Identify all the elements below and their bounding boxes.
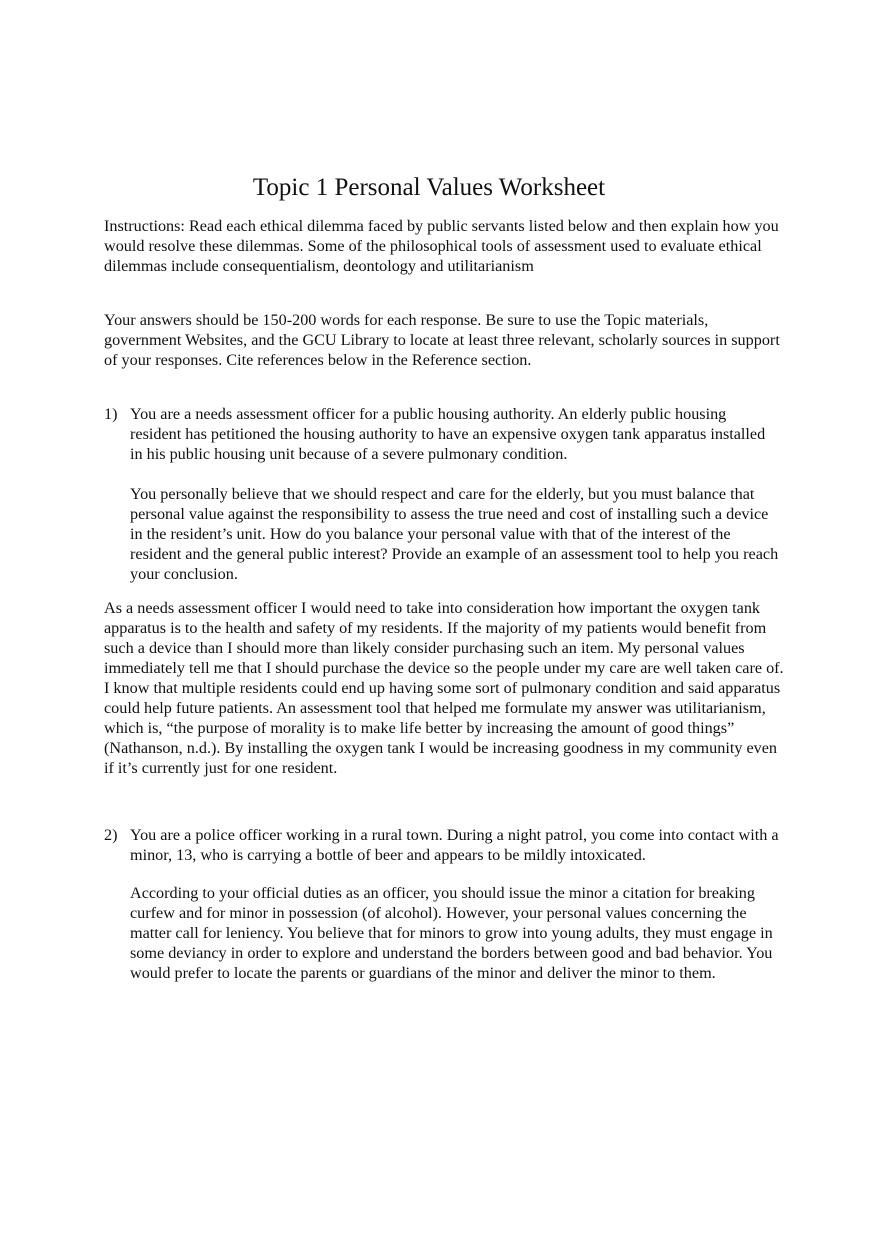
page-title: Topic 1 Personal Values Worksheet bbox=[252, 174, 606, 201]
question-2-prompt: You are a police officer working in a rural town. During a night patrol, you come into contact with a minor, 13, who is carrying a bottle of beer and appears to be mildly intoxicated. bbox=[130, 826, 779, 864]
requirements-paragraph: Your answers should be 150-200 words for each response. Be sure to use the Topic materials, government Websites, and the GCU Library to locate at least three relevant, scholarly sources in support of your responses. Cite references below in the Reference section. bbox=[104, 311, 780, 369]
question-1-number: 1) bbox=[104, 405, 118, 423]
question-1-detail: You personally believe that we should respect and care for the elderly, but you must balance that personal value against the responsibility to assess the true need and cost of installing such a device in the resident’s unit. How do you balance your personal value with that of the interest of the resident and the general public interest? Provide an example of an assessment tool to help you reach your conclusion. bbox=[130, 485, 779, 583]
question-1-answer: As a needs assessment officer I would need to take into consideration how important the oxygen tank apparatus is to the health and safety of my residents. If the majority of my patients would benefit from such a device than I should more than likely consider purchasing such an item. My personal values immediately tell me that I should purchase the device so the people under my care are well taken care of. I know that multiple residents could end up having some sort of pulmonary condition and said apparatus could help future patients. An assessment tool that helped me formulate my answer was utilitarianism, which is, “the purpose of morality is to make life better by increasing the amount of good things” (Nathanson, n.d.). By installing the oxygen tank I would be increasing goodness in my community even if it’s currently just for one resident. bbox=[104, 599, 784, 777]
question-2-number: 2) bbox=[104, 826, 118, 844]
instructions-paragraph: Instructions: Read each ethical dilemma faced by public servants listed below and then explain how you would resolve these dilemmas. Some of the philosophical tools of assessment used to evaluate ethical dilemmas include consequentialism, deontology and utilitarianism bbox=[104, 217, 779, 275]
question-1-prompt: You are a needs assessment officer for a public housing authority. An elderly public housing resident has petitioned the housing authority to have an expensive oxygen tank apparatus installed in his public housing unit because of a severe pulmonary condition. bbox=[130, 405, 766, 463]
question-2-detail: According to your official duties as an officer, you should issue the minor a citation for breaking curfew and for minor in possession (of alcohol). However, your personal values concerning the matter call for leniency. You believe that for minors to grow into young adults, they must engage in some deviancy in order to explore and understand the borders between good and bad behavior. You would prefer to locate the parents or guardians of the minor and deliver the minor to them. bbox=[130, 884, 773, 982]
